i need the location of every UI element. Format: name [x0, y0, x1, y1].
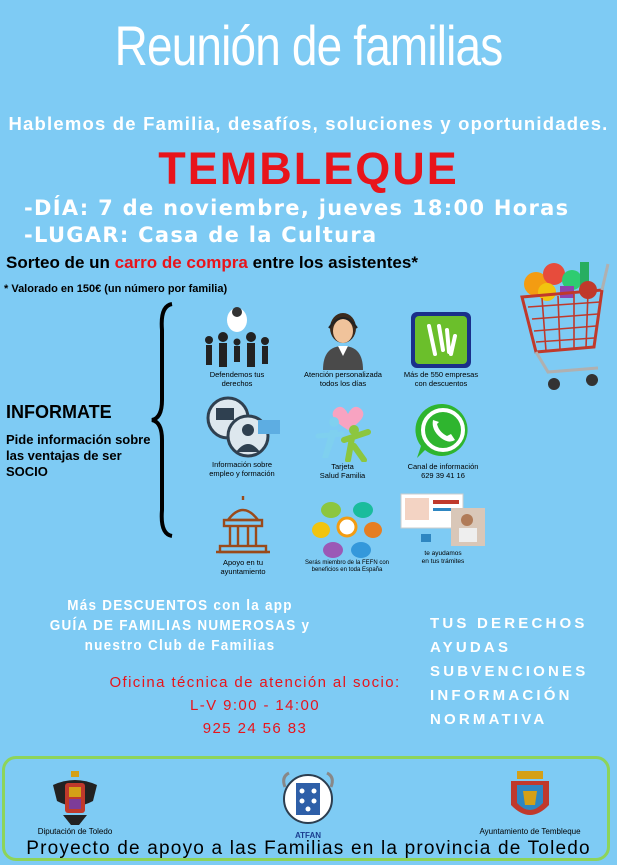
raffle-note: * Valorado en 150€ (un número por familia): [4, 283, 228, 295]
paperwork-icon: [399, 490, 487, 550]
health-card-icon: [308, 400, 378, 462]
raffle-part1: Sorteo de un: [6, 253, 115, 272]
tembleque-crest-icon: [505, 771, 555, 825]
service-health-card: [295, 400, 390, 480]
rights-item: AYUDAS: [430, 639, 512, 656]
discount-app-icon: [409, 310, 473, 370]
event-day: -DÍA: 7 de noviembre, jueves 18:00 Horas: [24, 196, 570, 220]
raffle-part2: entre los asistentes*: [247, 253, 418, 272]
logo-left-label: Diputación de Toledo: [37, 827, 113, 836]
office-phone: 925 24 56 83: [202, 720, 308, 737]
logo-atfan: [273, 769, 343, 840]
logo-right-label: Ayuntamiento de Tembleque: [479, 827, 581, 836]
rights-item: SUBVENCIONES: [430, 663, 589, 680]
atfan-shield-icon: [279, 769, 337, 829]
fefn-logo-icon: [309, 494, 385, 560]
service-town-hall: [198, 496, 288, 576]
service-info-channel: [398, 400, 488, 480]
service-attention: [293, 306, 393, 388]
rights-list: [430, 612, 588, 732]
town-hall-icon: [210, 496, 276, 558]
shopping-cart-icon: [502, 252, 614, 402]
service-paperwork: [398, 490, 488, 566]
service-caption: te ayudamos en tus trámites: [421, 550, 465, 565]
project-tagline: Proyecto de apoyo a las Familias en la provincia de Toledo: [26, 838, 591, 859]
diputacion-crest-icon: [49, 771, 101, 825]
app-promo: [36, 596, 324, 656]
service-caption: Serás miembro de la FEFN con beneficios en toda España: [304, 560, 390, 573]
logo-diputacion: [25, 771, 125, 836]
logo-tembleque: [460, 771, 600, 836]
info-heading: INFORMATE: [6, 402, 112, 422]
office-title: Oficina técnica de atención al socio:: [109, 674, 401, 691]
event-place: -LUGAR: Casa de la Cultura: [24, 223, 378, 247]
rights-item: INFORMACIÓN: [430, 687, 573, 704]
service-caption: Información sobre empleo y formación: [209, 460, 275, 478]
service-caption: Canal de información 629 39 41 16: [407, 462, 479, 480]
whatsapp-icon: [411, 400, 475, 462]
service-employment: [192, 396, 292, 478]
info-text: Pide información sobre las ventajas de ser SOCIO: [6, 432, 151, 479]
rights-item: NORMATIVA: [430, 711, 548, 728]
employment-icon: [202, 396, 282, 460]
service-caption: Atención personalizada todos los días: [304, 370, 382, 388]
office-hours: L-V 9:00 - 14:00: [190, 697, 320, 714]
curly-brace-icon: [150, 300, 178, 540]
raffle-highlight: carro de compra: [114, 253, 248, 272]
town-name: TEMBLEQUE: [158, 143, 459, 194]
rights-item: TUS DERECHOS: [430, 615, 588, 632]
subtitle: Hablemos de Familia, desafíos, soluciones y oportunidades.: [8, 113, 609, 134]
app-promo-line1: Más DESCUENTOS con la app: [67, 597, 293, 614]
service-caption: Más de 550 empresas con descuentos: [403, 370, 479, 388]
page-title: Reunión de familias: [114, 14, 503, 77]
service-discounts: [396, 310, 486, 388]
service-caption: Defendemos tus derechos: [209, 370, 265, 388]
service-caption: Apoyo en tu ayuntamiento: [220, 558, 266, 576]
app-promo-line3: nuestro Club de Familias: [84, 637, 276, 654]
raffle-text: [6, 253, 418, 273]
family-icon: [197, 304, 277, 370]
service-family: [192, 304, 282, 388]
service-caption: Tarjeta Salud Familia: [319, 462, 366, 480]
service-fefn: [292, 494, 402, 574]
office-info: [105, 671, 405, 740]
operator-icon: [310, 306, 376, 370]
app-promo-line2: GUÍA DE FAMILIAS NUMEROSAS y: [49, 617, 311, 634]
logo-center-label: ATFAN: [294, 831, 322, 840]
